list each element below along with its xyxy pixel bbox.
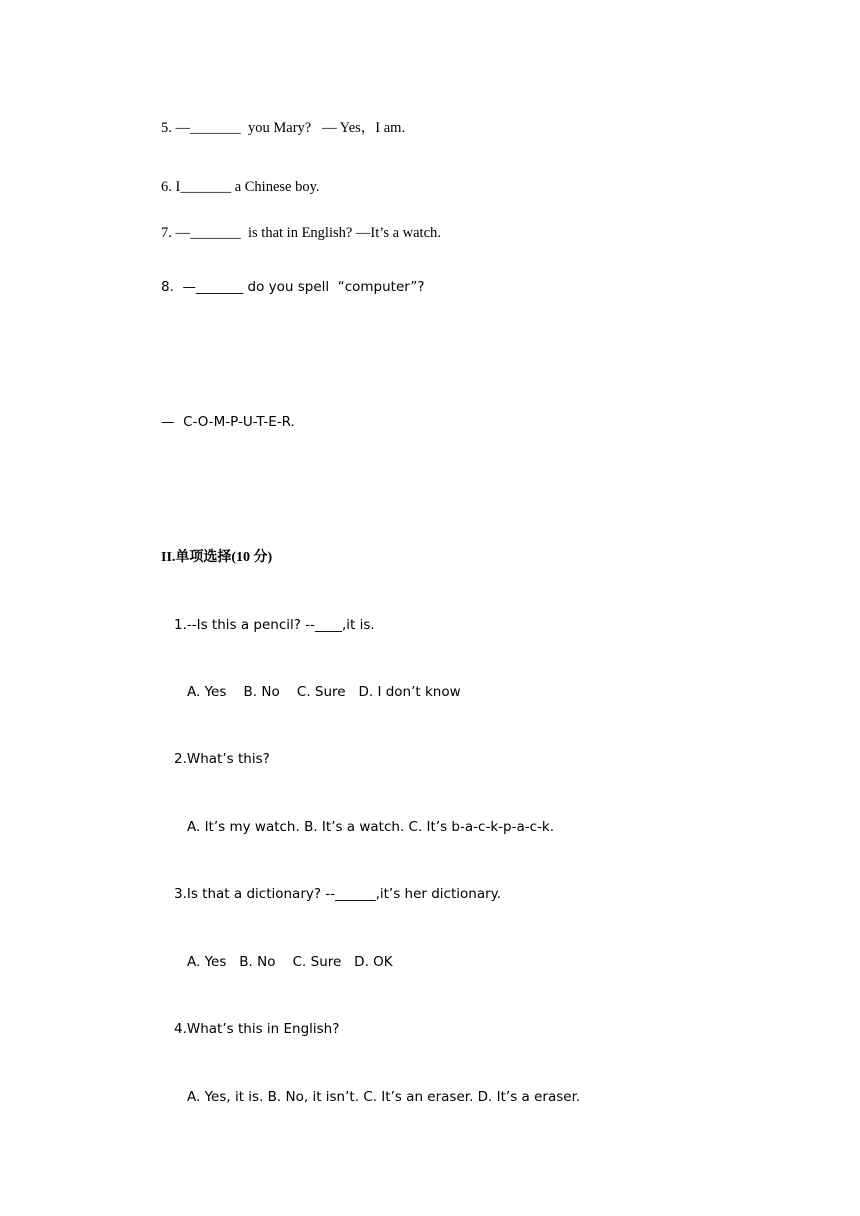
question-4-stem: 4.What’s this in English?: [174, 1021, 340, 1037]
fill-in-item-6: 6. I_______ a Chinese boy.: [161, 179, 320, 195]
question-1-stem: 1.--Is this a pencil? --____,it is.: [174, 617, 375, 633]
question-2-options: A. It’s my watch. B. It’s a watch. C. It’s b-a-c-k-p-a-c-k.: [187, 819, 554, 835]
section-heading: II.单项选择(10 分): [161, 550, 273, 565]
fill-in-item-7: 7. —_______ is that in English? —It’s a watch.: [161, 225, 441, 241]
question-2-stem: 2.What’s this?: [174, 751, 270, 767]
question-3-options: A. Yes B. No C. Sure D. OK: [187, 954, 393, 970]
question-1-options: A. Yes B. No C. Sure D. I don’t know: [187, 684, 461, 700]
fill-in-item-5: 5. —_______ you Mary? — Yes，I am.: [161, 120, 406, 136]
question-3-stem: 3.Is that a dictionary? --______,it’s her dictionary.: [174, 886, 502, 902]
fill-in-item-8: 8. —_______ do you spell “computer”?: [161, 279, 425, 295]
fill-in-answer-8: — C-O-M-P-U-T-E-R.: [161, 414, 295, 430]
question-4-options: A. Yes, it is. B. No, it isn’t. C. It’s an eraser. D. It’s a eraser.: [187, 1089, 581, 1105]
